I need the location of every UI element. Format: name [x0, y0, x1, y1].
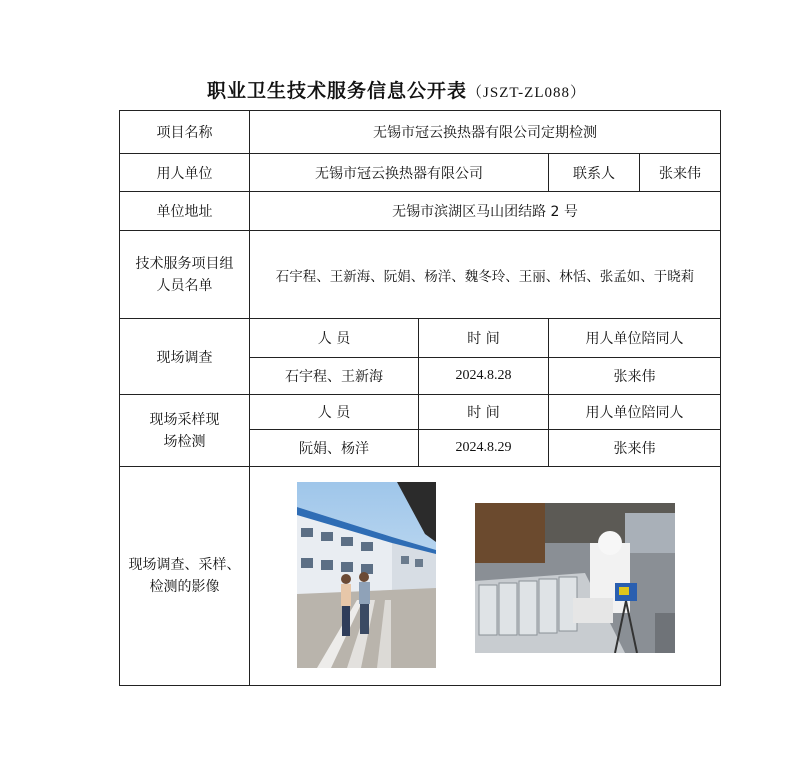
site-survey-photo [297, 482, 436, 668]
row-project [120, 111, 721, 154]
survey-label: 现场调查 [120, 319, 250, 395]
sampling-header-time: 时 间 [419, 395, 549, 430]
title-main: 职业卫生技术服务信息公开表 [207, 80, 468, 102]
sampling-time: 2024.8.29 [419, 430, 549, 467]
project-value: 无锡市冠云换热器有限公司定期检测 [250, 111, 721, 154]
address-value: 无锡市滨湖区马山团结路 2 号 [250, 192, 721, 231]
survey-header-time: 时 间 [419, 319, 549, 358]
site-sampling-photo [475, 503, 675, 653]
employer-label: 用人单位 [120, 154, 250, 192]
sampling-header-escort: 用人单位陪同人 [549, 395, 721, 430]
row-survey-header [120, 319, 721, 358]
images-label: 现场调查、采样、检测的影像 [120, 467, 250, 686]
address-label: 单位地址 [120, 192, 250, 231]
sampling-escort: 张来伟 [549, 430, 721, 467]
team-value: 石宇程、王新海、阮娟、杨洋、魏冬玲、王丽、林恬、张孟如、于晓莉 [250, 231, 721, 319]
contact-value: 张来伟 [640, 154, 721, 192]
sampling-people: 阮娟、杨洋 [250, 430, 419, 467]
row-sampling-header [120, 395, 721, 430]
row-team [120, 231, 721, 319]
employer-value: 无锡市冠云换热器有限公司 [250, 154, 549, 192]
title-code: （JSZT-ZL088） [467, 85, 586, 101]
row-employer [120, 154, 721, 192]
survey-escort: 张来伟 [549, 358, 721, 395]
project-label: 项目名称 [120, 111, 250, 154]
info-table [119, 110, 721, 686]
survey-time: 2024.8.28 [419, 358, 549, 395]
page-title [0, 76, 793, 103]
row-address [120, 192, 721, 231]
images-cell [250, 467, 721, 686]
sampling-label: 现场采样现场检测 [120, 395, 250, 467]
team-label: 技术服务项目组人员名单 [120, 231, 250, 319]
survey-header-escort: 用人单位陪同人 [549, 319, 721, 358]
contact-label: 联系人 [549, 154, 640, 192]
survey-people: 石宇程、王新海 [250, 358, 419, 395]
survey-header-people: 人 员 [250, 319, 419, 358]
sampling-header-people: 人 员 [250, 395, 419, 430]
row-images [120, 467, 721, 686]
